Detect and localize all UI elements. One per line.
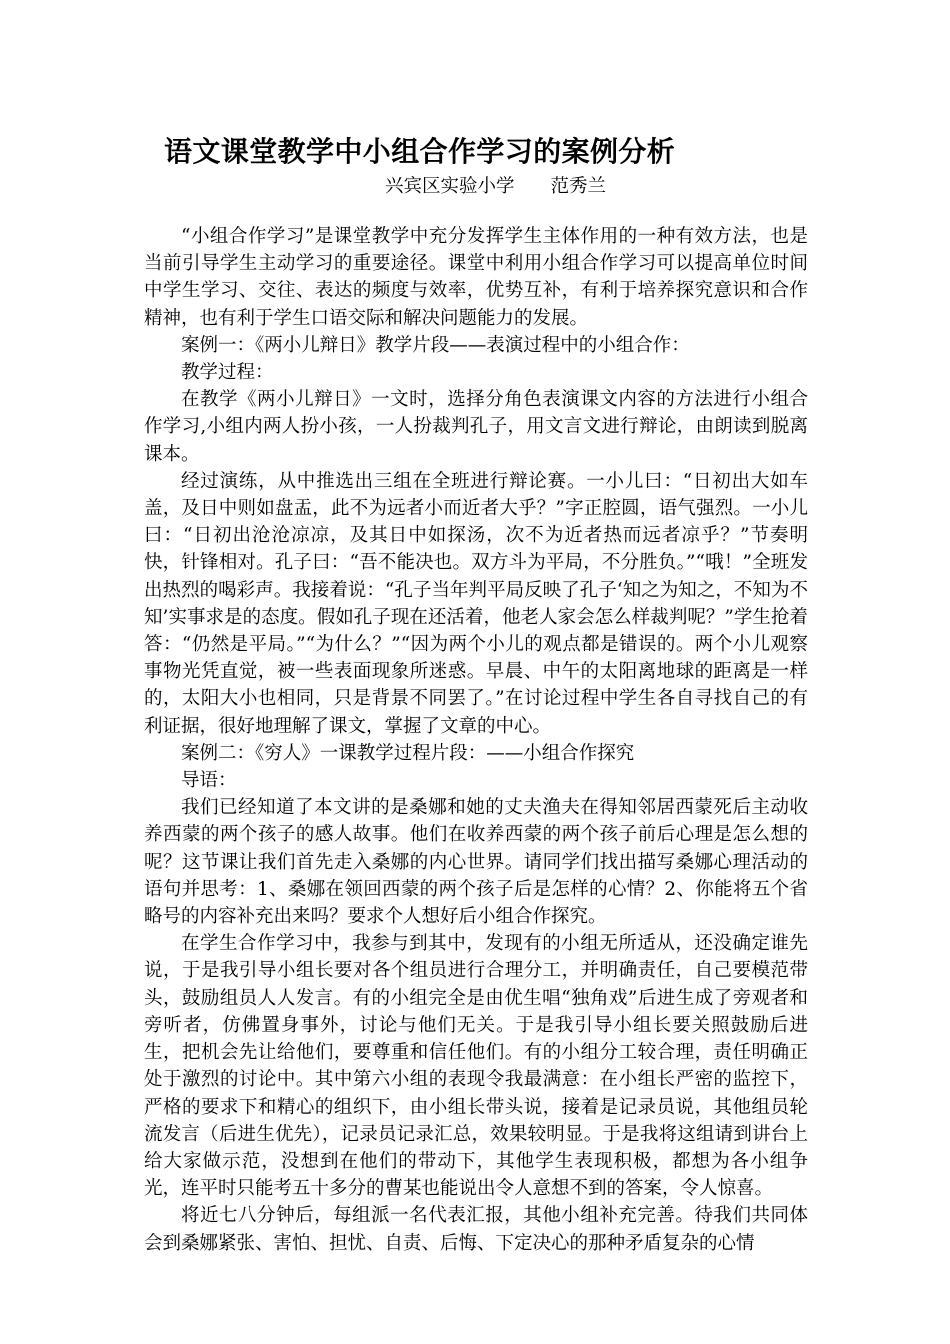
document-body <box>144 223 808 1257</box>
paragraph: 经过演练，从中推选出三组在全班进行辩论赛。一小儿曰：“日初出大如车盖，及日中则如盘盂，此不为远者小而近者大乎？”字正腔圆，语气强烈。一小儿曰：“日初出沧沧凉凉，及其日中如探汤，次不为近者热而远者凉乎？”节奏明快，针锋相对。孔子曰：“吾不能决也。双方斗为平局，不分胜负。”“哦！”全班发出热烈的喝彩声。我接着说：“孔子当年判平局反映了孔子‘知之为知之，不知为不知’实事求是的态度。假如孔子现在还活着，他老人家会怎么样裁判呢？”学生抢着答：“仍然是平局。”“为什么？”“因为两个小儿的观点都是错误的。两个小儿观察事物光凭直觉，被一些表面现象所迷惑。早晨、中午的太阳离地球的距离是一样的，太阳大小也相同，只是背景不同罢了。”在讨论过程中学生各自寻找自己的有利证据，很好地理解了课文，掌握了文章的中心。 <box>144 470 808 737</box>
school-name: 兴宾区实验小学 <box>385 176 515 197</box>
paragraph: 案例二：《穷人》一课教学过程片段：——小组合作探究 <box>181 742 635 764</box>
paragraph: 在教学《两小儿辩日》一文时，选择分角色表演课文内容的方法进行小组合作学习,小组内两人扮小孩，一人扮裁判孔子，用文言文进行辩论，由朗读到脱离课本。 <box>144 389 808 465</box>
paragraph: “小组合作学习”是课堂教学中充分发挥学生主体作用的一种有效方法，也是当前引导学生主动学习的重要途径。课堂中利用小组合作学习可以提高单位时间中学生学习、交往、表达的频度与效率，优势互补，有利于培养探究意识和合作精神，也有利于学生口语交际和解决问题能力的发展。 <box>144 226 808 329</box>
byline <box>385 174 606 200</box>
document-title: 语文课堂教学中小组合作学习的案例分析 <box>164 135 676 168</box>
paragraph: 案例一：《两小儿辩日》教学片段——表演过程中的小组合作： <box>181 334 690 356</box>
paragraph: 我们已经知道了本文讲的是桑娜和她的丈夫渔夫在得知邻居西蒙死后主动收养西蒙的两个孩子的感人故事。他们在收养西蒙的两个孩子前后心理是怎么想的呢？这节课让我们首先走入桑娜的内心世界。请同学们找出描写桑娜心理活动的语句并思考：1、桑娜在领回西蒙的两个孩子后是怎样的心情？2、你能将五个省略号的内容补充出来吗？要求个人想好后小组合作探究。 <box>144 797 808 928</box>
author-name: 范秀兰 <box>550 176 607 197</box>
paragraph: 将近七八分钟后，每组派一名代表汇报，其他小组补充完善。待我们共同体会到桑娜紧张、害怕、担忧、自责、后悔、下定决心的那种矛盾复杂的心情 <box>144 1205 808 1254</box>
paragraph: 教学过程： <box>181 362 274 384</box>
paragraph: 导语： <box>181 770 237 792</box>
paragraph: 在学生合作学习中，我参与到其中，发现有的小组无所适从，还没确定谁先说，于是我引导小组长要对各个组员进行合理分工，并明确责任，自己要模范带头，鼓励组员人人发言。有的小组完全是由优生唱“独角戏”后进生成了旁观者和旁听者，仿佛置身事外，讨论与他们无关。于是我引导小组长要关照鼓励后进生，把机会先让给他们，要尊重和信任他们。有的小组分工较合理，责任明确正处于激烈的讨论中。其中第六小组的表现令我最满意：在小组长严密的监控下，严格的要求下和精心的组织下，由小组长带头说，接着是记录员说，其他组员轮流发言（后进生优先），记录员记录汇总，效果较明显。于是我将这组请到讲台上给大家做示范，没想到在他们的带动下，其他学生表现积极，都想为各小组争光，连平时只能考五十多分的曹某也能说出令人意想不到的答案，令人惊喜。 <box>144 933 808 1200</box>
